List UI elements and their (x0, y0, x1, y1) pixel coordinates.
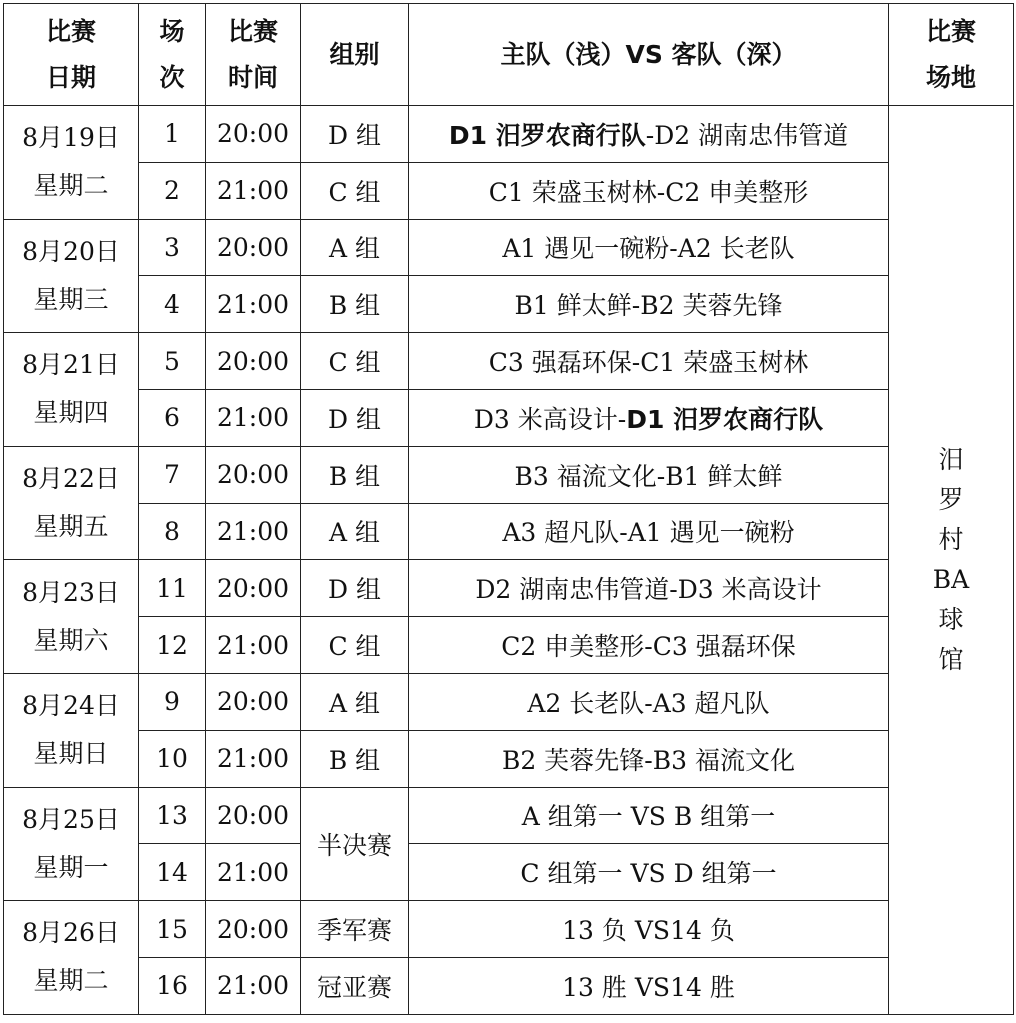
game-number: 14 (139, 844, 206, 901)
match-time: 20:00 (206, 219, 301, 276)
weekday-label: 星期六 (33, 625, 109, 655)
game-number: 6 (139, 389, 206, 446)
away-team: C1 荣盛玉树林 (640, 348, 809, 378)
header-time: 比赛 时间 (206, 4, 301, 106)
date-cell (4, 901, 139, 1015)
match-group: 冠亚赛 (301, 957, 409, 1014)
weekday-label: 星期一 (33, 852, 109, 882)
home-team: C2 申美整形 (501, 632, 645, 662)
table-row (4, 106, 1014, 163)
matchup-cell (409, 787, 889, 844)
match-group: B 组 (301, 730, 409, 787)
date-cell (4, 787, 139, 901)
matchup-separator: - (644, 745, 653, 775)
table-row (4, 333, 1014, 390)
match-group: B 组 (301, 446, 409, 503)
matchup-separator: - (644, 632, 653, 662)
weekday-label: 星期二 (33, 966, 109, 996)
matchup-cell (409, 673, 889, 730)
date-label: 8月19日 (22, 123, 120, 153)
date-cell (4, 673, 139, 787)
date-label: 8月24日 (22, 691, 120, 721)
table-row (4, 219, 1014, 276)
away-team: C2 申美整形 (665, 177, 809, 207)
matchup-cell (409, 901, 889, 958)
match-time: 20:00 (206, 901, 301, 958)
header-date: 比赛 日期 (4, 4, 139, 106)
away-team: A2 长老队 (677, 234, 795, 264)
table-row (4, 389, 1014, 446)
home-team: B1 鲜太鲜 (514, 291, 632, 321)
table-row (4, 446, 1014, 503)
date-cell (4, 333, 139, 447)
match-time: 20:00 (206, 560, 301, 617)
game-number: 5 (139, 333, 206, 390)
matchup-separator: - (656, 461, 666, 491)
away-team: B1 鲜太鲜 (665, 461, 783, 491)
match-time: 21:00 (206, 844, 301, 901)
match-group: D 组 (301, 389, 409, 446)
matchup-separator: - (631, 348, 641, 378)
header-game-number: 场 次 (139, 4, 206, 106)
home-team: A 组第一 (521, 802, 623, 832)
table-row (4, 787, 1014, 844)
away-team: B 组第一 (673, 802, 776, 832)
home-team: B3 福流文化 (514, 461, 657, 491)
match-group: A 组 (301, 673, 409, 730)
home-team: A2 长老队 (527, 688, 645, 718)
away-team: A1 遇见一碗粉 (627, 518, 795, 548)
table-row (4, 901, 1014, 958)
match-group: C 组 (301, 617, 409, 674)
matchup-separator: - (656, 177, 666, 207)
date-cell (4, 560, 139, 674)
matchup-cell (409, 503, 889, 560)
match-time: 21:00 (206, 503, 301, 560)
header-venue: 比赛 场地 (889, 4, 1014, 106)
away-team: D2 湖南忠伟管道 (654, 120, 849, 150)
home-team: A3 超凡队 (502, 518, 620, 548)
away-team: D 组第一 (673, 859, 777, 889)
match-group: C 组 (301, 333, 409, 390)
weekday-label: 星期四 (33, 398, 109, 428)
header-group: 组别 (301, 4, 409, 106)
weekday-label: 星期五 (33, 512, 109, 542)
date-cell (4, 446, 139, 560)
match-time: 20:00 (206, 106, 301, 163)
matchup-separator: - (631, 291, 641, 321)
game-number: 9 (139, 673, 206, 730)
match-time: 21:00 (206, 617, 301, 674)
date-cell (4, 106, 139, 220)
away-team: 14 负 (670, 916, 735, 946)
date-label: 8月22日 (22, 464, 120, 494)
matchup-cell (409, 389, 889, 446)
match-time: 20:00 (206, 333, 301, 390)
matchup-separator: VS (626, 972, 671, 1002)
home-team: 13 胜 (562, 972, 627, 1002)
table-row (4, 162, 1014, 219)
home-team: D1 汨罗农商行队 (448, 120, 646, 150)
matchup-separator: - (669, 575, 678, 605)
match-group: D 组 (301, 106, 409, 163)
match-group: A 组 (301, 219, 409, 276)
game-number: 4 (139, 276, 206, 333)
matchup-cell (409, 219, 889, 276)
game-number: 8 (139, 503, 206, 560)
home-team: C3 强磊环保 (488, 348, 632, 378)
matchup-separator: VS (626, 916, 671, 946)
weekday-label: 星期三 (33, 284, 109, 314)
match-time: 21:00 (206, 730, 301, 787)
game-number: 2 (139, 162, 206, 219)
table-row (4, 673, 1014, 730)
matchup-cell (409, 106, 889, 163)
date-label: 8月26日 (22, 918, 120, 948)
date-label: 8月23日 (22, 577, 120, 607)
away-team: D3 米高设计 (677, 575, 822, 605)
home-team: D3 米高设计 (473, 404, 618, 434)
table-row (4, 957, 1014, 1014)
game-number: 13 (139, 787, 206, 844)
date-label: 8月20日 (22, 236, 120, 266)
matchup-separator: - (619, 518, 628, 548)
home-team: D2 湖南忠伟管道 (475, 575, 670, 605)
matchup-separator: - (669, 234, 678, 264)
home-team: 13 负 (562, 916, 627, 946)
matchup-separator: - (617, 404, 627, 434)
match-time: 21:00 (206, 957, 301, 1014)
match-time: 20:00 (206, 787, 301, 844)
match-group: D 组 (301, 560, 409, 617)
matchup-cell (409, 162, 889, 219)
matchup-cell (409, 957, 889, 1014)
date-label: 8月25日 (22, 804, 120, 834)
match-group: C 组 (301, 162, 409, 219)
header-row (4, 4, 1014, 106)
match-group: 季军赛 (301, 901, 409, 958)
table-row (4, 276, 1014, 333)
date-cell (4, 219, 139, 333)
matchup-cell (409, 446, 889, 503)
match-time: 21:00 (206, 389, 301, 446)
home-team: C1 荣盛玉树林 (488, 177, 657, 207)
game-number: 3 (139, 219, 206, 276)
game-number: 16 (139, 957, 206, 1014)
game-number: 7 (139, 446, 206, 503)
home-team: C 组第一 (520, 859, 623, 889)
matchup-cell (409, 333, 889, 390)
matchup-cell (409, 560, 889, 617)
game-number: 11 (139, 560, 206, 617)
game-number: 12 (139, 617, 206, 674)
home-team: A1 遇见一碗粉 (502, 234, 670, 264)
date-label: 8月21日 (22, 350, 120, 380)
matchup-cell (409, 617, 889, 674)
away-team: B2 芙蓉先锋 (640, 291, 783, 321)
game-number: 10 (139, 730, 206, 787)
match-schedule-table (3, 3, 1014, 1015)
game-number: 15 (139, 901, 206, 958)
match-time: 20:00 (206, 446, 301, 503)
matchup-separator: VS (622, 859, 674, 889)
away-team: D1 汨罗农商行队 (626, 404, 824, 434)
weekday-label: 星期二 (33, 171, 109, 201)
matchup-separator: VS (622, 802, 674, 832)
match-group: A 组 (301, 503, 409, 560)
table-row (4, 730, 1014, 787)
away-team: B3 福流文化 (652, 745, 795, 775)
away-team: 14 胜 (670, 972, 735, 1002)
home-team: B2 芙蓉先锋 (502, 745, 645, 775)
match-time: 21:00 (206, 162, 301, 219)
match-group: 半决赛 (301, 787, 409, 901)
away-team: C3 强磊环保 (652, 632, 796, 662)
match-time: 21:00 (206, 276, 301, 333)
match-group: B 组 (301, 276, 409, 333)
away-team: A3 超凡队 (652, 688, 770, 718)
matchup-cell (409, 844, 889, 901)
table-row (4, 560, 1014, 617)
game-number: 1 (139, 106, 206, 163)
header-matchup: 主队（浅）VS 客队（深） (409, 4, 889, 106)
matchup-cell (409, 276, 889, 333)
matchup-separator: - (644, 688, 653, 718)
weekday-label: 星期日 (33, 739, 109, 769)
venue-cell: 汨 罗 村 BA 球 馆 (889, 106, 1014, 1015)
table-row (4, 844, 1014, 901)
table-row (4, 503, 1014, 560)
matchup-cell (409, 730, 889, 787)
match-time: 20:00 (206, 673, 301, 730)
matchup-separator: - (645, 120, 655, 150)
table-row (4, 617, 1014, 674)
